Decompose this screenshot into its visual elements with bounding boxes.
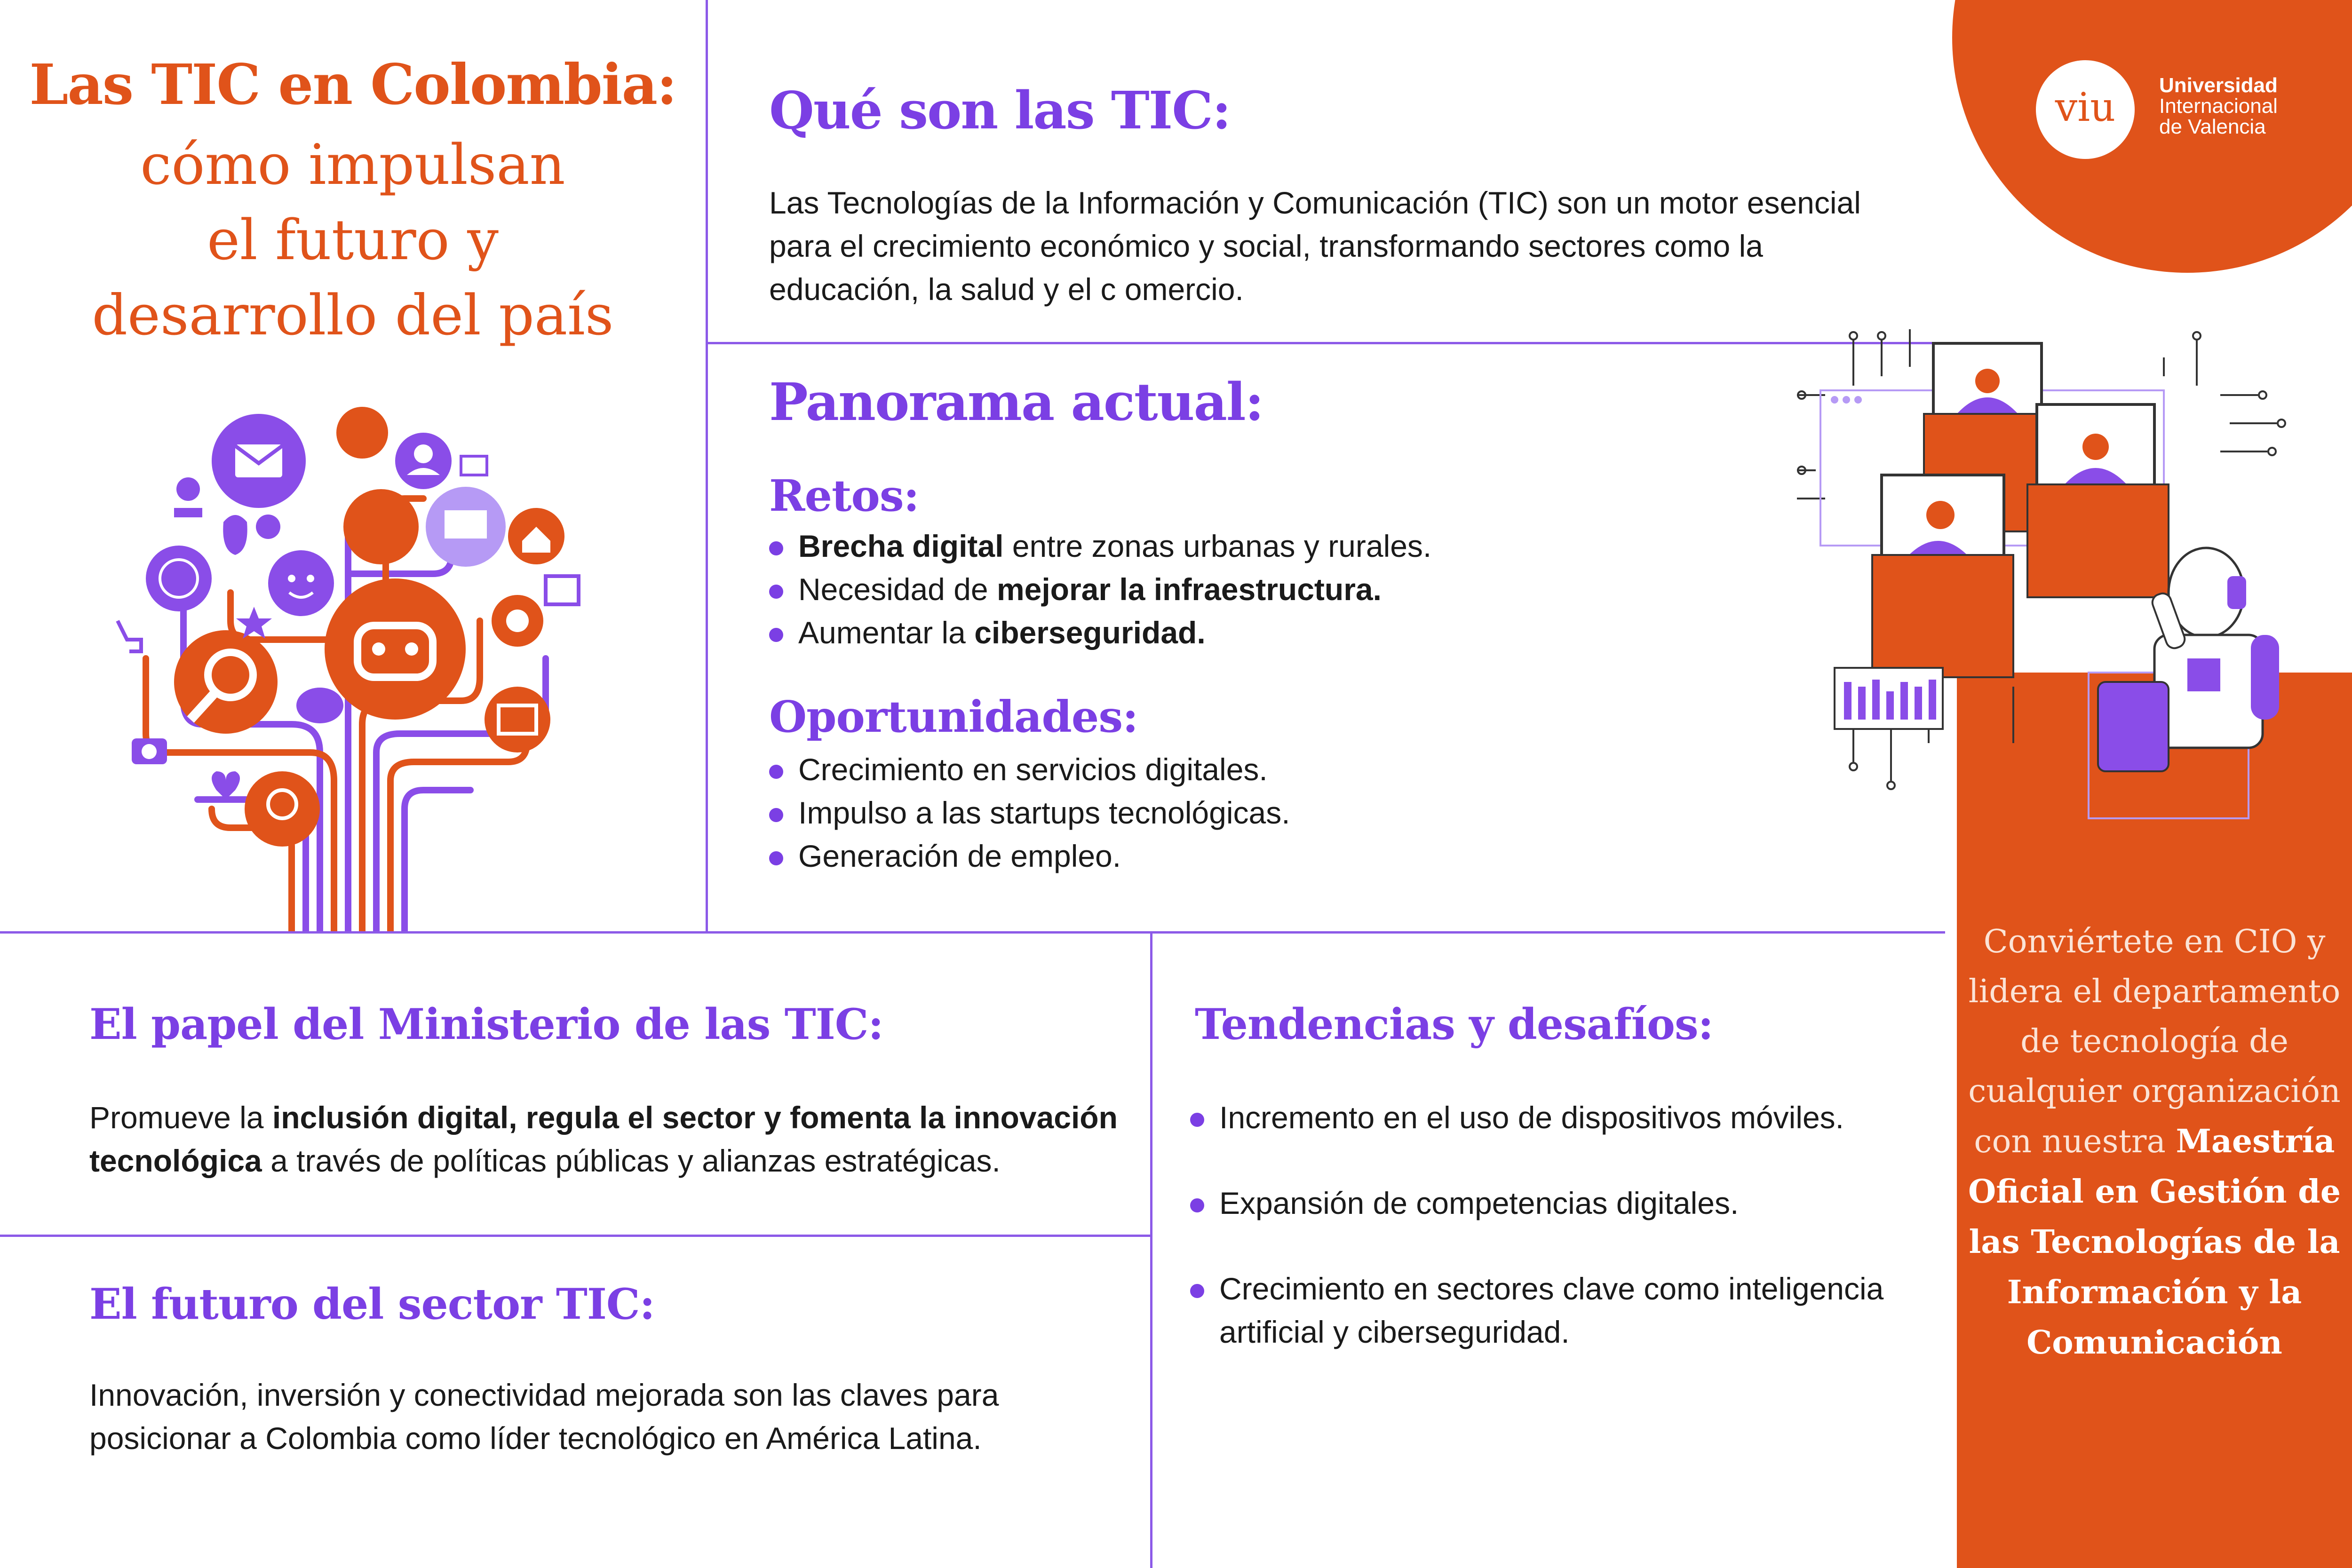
list-item: Impulso a las startups tecnológicas. <box>769 791 1757 834</box>
list-item: Crecimiento en servicios digitales. <box>769 748 1757 791</box>
apple-icon <box>223 515 247 555</box>
ministerio-bold: inclusión digital, regula el sector y fomenta la innovación tecnológica <box>89 1100 1118 1178</box>
futuro-heading: El futuro del sector TIC: <box>89 1279 655 1329</box>
robot-video-call-illustration <box>1797 329 2305 828</box>
retos-heading: Retos: <box>769 470 919 521</box>
list-item: Crecimiento en sectores clave como inteligencia artificial y ciberseguridad. <box>1190 1267 1905 1354</box>
lightbulb-icon <box>245 771 320 847</box>
divider-horizontal-1 <box>706 342 1957 344</box>
futuro-text: Innovación, inversión y conectividad mejorada son las claves para posicionar a Colombia como líder tecnológico en América Latina. <box>89 1378 999 1456</box>
gamepad-icon <box>325 578 466 720</box>
oportunidades-heading: Oportunidades: <box>769 691 1138 742</box>
cta-text <box>1966 917 2343 1368</box>
subtitle-line: cómo impulsan <box>140 132 565 197</box>
chat-icon <box>296 688 343 723</box>
list-item: Generación de empleo. <box>769 834 1757 878</box>
heart-icon <box>212 771 240 800</box>
gear-icon <box>256 515 280 539</box>
reto-bold: Brecha digital <box>798 529 1004 563</box>
reto-bold: ciberseguridad. <box>974 615 1206 650</box>
document-icon <box>461 456 487 475</box>
panorama-heading: Panorama actual: <box>769 372 1263 432</box>
retos-list <box>769 524 1757 654</box>
ministerio-post: a través de políticas públicas y alianzas estratégicas. <box>262 1143 1001 1178</box>
image-icon <box>546 576 579 604</box>
list-item: Incremento en el uso de dispositivos móviles. <box>1190 1096 1905 1139</box>
list-item <box>769 611 1757 654</box>
ministerio-pre: Promueve la <box>89 1100 272 1135</box>
orange-corner-circle <box>1952 0 2352 273</box>
divider-vertical-bottom <box>1150 931 1152 1568</box>
divider-vertical-top <box>706 0 708 934</box>
subtitle-line: desarrollo del país <box>92 283 614 348</box>
like-icon <box>343 489 419 564</box>
logo-line3: de Valencia <box>2159 115 2266 138</box>
reto-text: Necesidad de <box>798 572 997 607</box>
logo-mark-text: viu <box>2055 84 2116 130</box>
smile-icon <box>268 550 334 616</box>
tendencias-list <box>1190 1096 1905 1354</box>
viu-logo-mark <box>2036 60 2135 159</box>
subtitle-line: el futuro y <box>207 207 499 272</box>
que-son-heading: Qué son las TIC: <box>769 80 1231 141</box>
logo-line2: Internacional <box>2159 95 2278 118</box>
logo-university-name <box>2159 75 2278 137</box>
cursor-icon <box>118 621 141 651</box>
reto-bold: mejorar la infraestructura. <box>996 572 1382 607</box>
cta-plain: Conviértete en CIO y lidera el departamento de tecnología de cualquier organización con nuestra <box>1968 923 2341 1160</box>
cta-bold: Maestría Oficial en Gestión de las Tecnologías de la Información y la Comunicación <box>1968 1123 2341 1362</box>
globe-icon <box>336 407 388 459</box>
page-subtitle <box>28 127 677 353</box>
pin-icon <box>176 477 200 501</box>
divider-horizontal-2 <box>0 931 1945 934</box>
reto-text: entre zonas urbanas y rurales. <box>1003 529 1432 563</box>
tendencias-heading: Tendencias y desafíos: <box>1195 999 1713 1049</box>
list-item: Expansión de competencias digitales. <box>1190 1181 1905 1225</box>
globe-icon <box>146 546 212 611</box>
divider-horizontal-3 <box>0 1235 1152 1237</box>
reto-text: Aumentar la <box>798 615 975 650</box>
chart-icon <box>485 687 550 752</box>
list-item <box>769 524 1757 568</box>
ministerio-text <box>89 1096 1152 1182</box>
oportunidades-list <box>769 748 1757 878</box>
video-call-icon <box>1872 343 2169 677</box>
list-item <box>769 568 1757 611</box>
tech-tree-illustration <box>94 395 612 931</box>
ministerio-heading: El papel del Ministerio de las TIC: <box>89 999 883 1049</box>
que-son-text: Las Tecnologías de la Información y Comunicación (TIC) son un motor esencial para el crecimiento económico y social, transformando sectores como la educación, la salud y el c omercio. <box>769 185 1861 307</box>
logo-line1: Universidad <box>2159 74 2278 97</box>
page-title: Las TIC en Colombia: <box>29 52 676 117</box>
